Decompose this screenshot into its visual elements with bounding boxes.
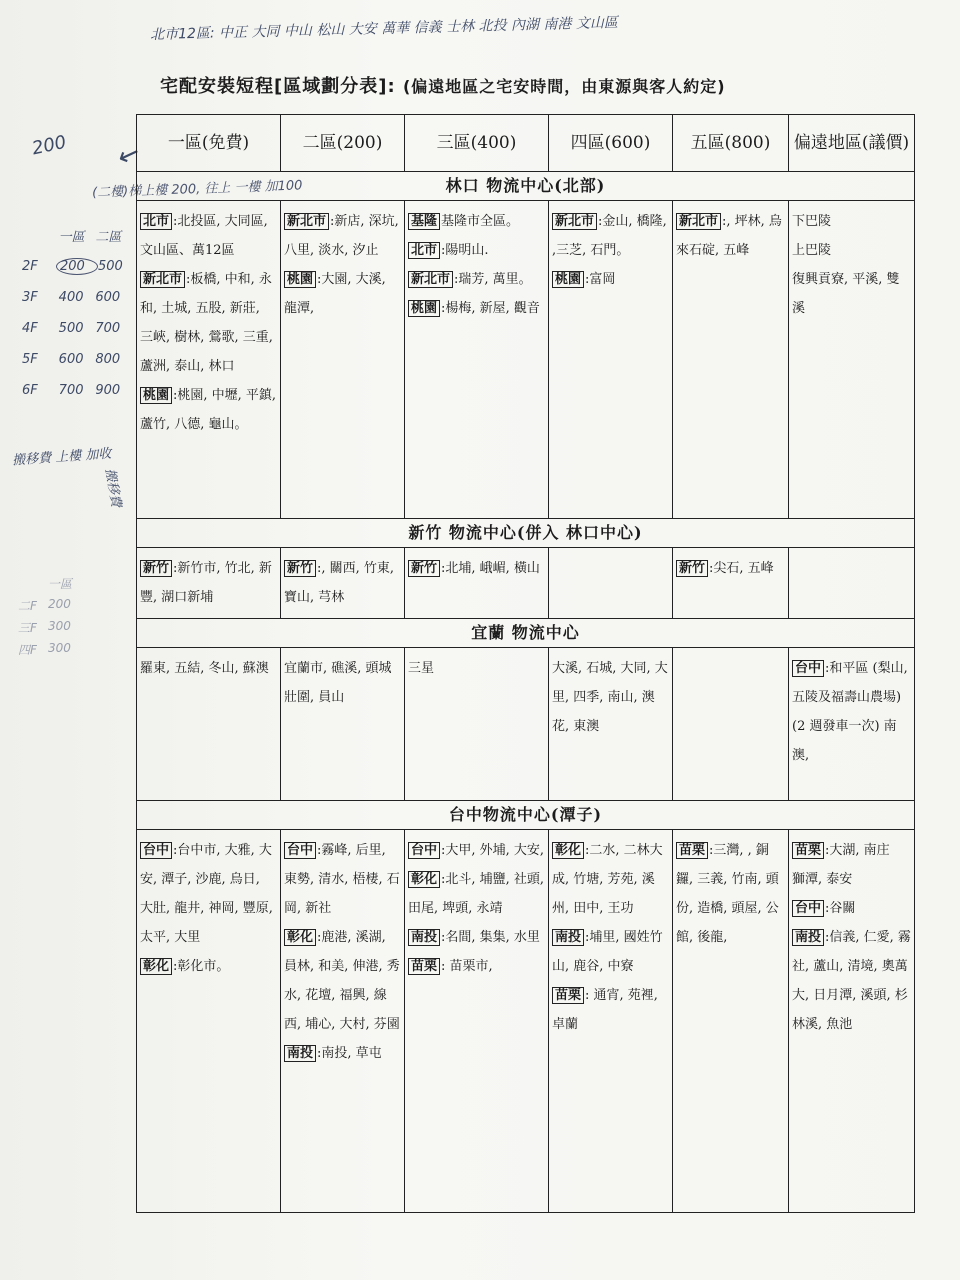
zone-header-remote: 偏遠地區(議價): [789, 115, 915, 172]
area-list: :桃園, 中壢, 平鎮, 蘆竹, 八德, 龜山。: [140, 388, 277, 432]
region-tag: 苗栗: [408, 958, 440, 975]
area-entry: [552, 265, 669, 294]
area-entry: [552, 207, 669, 265]
floor-price-row: [22, 251, 132, 282]
area-list: :新店, 深坑, 八里, 淡水, 汐止: [284, 214, 399, 258]
area-entry: [140, 952, 277, 981]
floor-price-cell: 一區: [58, 230, 85, 245]
area-entry: [408, 265, 545, 294]
area-list: : 通宵, 苑裡, 卓蘭: [552, 988, 658, 1032]
zone-row-yilan: [137, 648, 915, 801]
zone-cell: [549, 201, 673, 519]
area-entry: [140, 554, 277, 612]
area-entry: [552, 981, 669, 1039]
region-tag: 新北市: [676, 213, 721, 230]
area-list: :谷關: [825, 901, 856, 916]
region-tag: 彰化: [552, 842, 584, 859]
faded-row: [18, 619, 78, 641]
region-tag: 新北市: [140, 271, 185, 288]
region-tag: 北市: [140, 213, 172, 230]
area-entry: [284, 207, 401, 265]
logistics-center-title: 新竹 物流中心(併入 林口中心): [137, 519, 915, 548]
floor-price-row: [22, 313, 132, 344]
area-list: :陽明山.: [441, 243, 489, 258]
zone-header-4: 四區(600): [549, 115, 673, 172]
area-entry: [676, 554, 785, 583]
zone-header-5: 五區(800): [673, 115, 789, 172]
area-entry: [792, 265, 911, 323]
area-entry: [792, 923, 911, 1039]
logistics-center-row-hsinchu: [137, 519, 915, 548]
zone-cell: [405, 830, 549, 1213]
region-tag: 新北市: [408, 271, 453, 288]
zone-cell: [789, 830, 915, 1213]
faded-cell: 三F: [18, 621, 37, 635]
zone-row-hsinchu: [137, 548, 915, 619]
area-entry: [792, 236, 911, 265]
floor-price-row: [22, 282, 132, 313]
area-list: :南投, 草屯: [317, 1046, 382, 1061]
area-entry: [552, 923, 669, 981]
region-tag: 彰化: [284, 929, 316, 946]
area-list: :二水, 二林大成, 竹塘, 芳苑, 溪州, 田中, 王功: [552, 843, 663, 916]
region-tag: 基隆: [408, 213, 440, 230]
area-list: :鹿港, 溪湖, 員林, 和美, 伸港, 秀水, 花壇, 福興, 線西, 埔心, 大村, 芬園: [284, 930, 400, 1032]
area-list: :大甲, 外埔, 大安,: [441, 843, 545, 858]
faded-cell: [18, 575, 48, 597]
area-list: 下巴陵: [792, 214, 832, 229]
area-entry: [284, 554, 401, 612]
floor-price-cell: 700: [95, 321, 121, 336]
handwritten-faded-table: [18, 575, 78, 663]
area-entry: [284, 265, 401, 323]
area-list: 大溪, 石城, 大同, 大里, 四季, 南山, 澳花, 東澳: [552, 661, 668, 734]
area-list: 壯圍, 員山: [284, 690, 345, 705]
area-entry: [552, 654, 669, 741]
zone-cell: [137, 548, 281, 619]
zone-cell: [673, 548, 789, 619]
floor-price-cell: 500: [58, 321, 84, 336]
zone-header-3: 三區(400): [405, 115, 549, 172]
floor-price-cell: 500: [98, 259, 123, 274]
area-list: 復興貢寮, 平溪, 雙溪: [792, 272, 900, 316]
floor-price-cell: 700: [58, 383, 84, 398]
region-tag: 桃園: [140, 387, 172, 404]
floor-price-cell: 4F: [22, 321, 38, 336]
title-note: (偏遠地區之宅安時間，由東源與客人約定): [402, 77, 726, 96]
zone-header-row: [137, 115, 915, 172]
logistics-center-row-taichung: [137, 801, 915, 830]
zone-header-2: 二區(200): [281, 115, 405, 172]
zone-cell: [673, 648, 789, 801]
floor-price-cell: 2F: [22, 259, 38, 274]
zone-cell: [673, 830, 789, 1213]
area-entry: [408, 236, 545, 265]
area-list: :名間, 集集, 水里: [441, 930, 540, 945]
area-list: 三星: [408, 661, 435, 676]
area-entry: [284, 683, 401, 712]
area-list: :楊梅, 新屋, 觀音: [441, 301, 540, 316]
region-tag: 苗栗: [552, 987, 584, 1004]
handwritten-cost: 200: [30, 131, 69, 160]
region-tag: 桃園: [552, 271, 584, 288]
handwritten-floor-price-table: [22, 220, 132, 406]
floor-price-cell: 3F: [22, 290, 38, 305]
floor-price-cell: 800: [95, 352, 121, 367]
zone-cell: [137, 201, 281, 519]
floor-price-row: [22, 220, 132, 251]
zone-cell: [281, 201, 405, 519]
area-list: :, 關西, 竹東, 寶山, 芎林: [284, 561, 395, 605]
area-entry: [284, 836, 401, 923]
area-entry: [408, 294, 545, 323]
area-entry: [676, 207, 785, 265]
logistics-center-row-linkou: [137, 172, 915, 201]
area-entry: [552, 836, 669, 923]
faded-cell: 一區: [48, 577, 73, 591]
logistics-center-title: 宜蘭 物流中心: [137, 619, 915, 648]
floor-price-cell: 600: [58, 352, 84, 367]
region-tag: 苗栗: [792, 842, 824, 859]
region-tag: 台中: [408, 842, 440, 859]
area-entry: [792, 654, 911, 770]
area-list: 基隆市全區。: [441, 214, 520, 229]
area-list: :和平區 (梨山, 五陵及福壽山農場) (2 週發車一次) 南澳,: [792, 661, 908, 763]
area-list: :富岡: [585, 272, 616, 287]
area-list: :, 坪林, 烏來石碇, 五峰: [676, 214, 782, 258]
region-tag: 南投: [408, 929, 440, 946]
zone-row-taichung: [137, 830, 915, 1213]
floor-price-cell: 900: [95, 383, 121, 398]
area-entry: [792, 894, 911, 923]
area-entry: [284, 1039, 401, 1068]
logistics-center-row-yilan: [137, 619, 915, 648]
area-list: :大園, 大溪, 龍潭,: [284, 272, 386, 316]
area-list: :彰化市。: [173, 959, 230, 974]
area-entry: [792, 865, 911, 894]
document-title: [160, 72, 726, 98]
faded-row: [18, 597, 78, 619]
region-tag: 新北市: [552, 213, 597, 230]
zone-cell: [549, 648, 673, 801]
zone-cell: [137, 830, 281, 1213]
region-tag: 新竹: [676, 560, 708, 577]
zone-cell: [549, 548, 673, 619]
faded-cell: 300: [48, 641, 71, 655]
handwritten-moving-note: 搬移費 上樓 加收: [11, 446, 112, 469]
logistics-center-title: 林口 物流中心(北部): [137, 172, 915, 201]
floor-price-cell: 二區: [95, 230, 122, 245]
area-entry: [284, 654, 401, 683]
zone-cell: [281, 648, 405, 801]
area-list: :北投區, 大同區, 文山區、萬12區: [140, 214, 268, 258]
area-list: :北埔, 峨嵋, 橫山: [441, 561, 540, 576]
area-list: :瑞芳, 萬里。: [454, 272, 532, 287]
region-tag: 台中: [284, 842, 316, 859]
area-entry: [140, 207, 277, 265]
region-tag: 桃園: [284, 271, 316, 288]
zone-cell: [789, 648, 915, 801]
region-tag: 新竹: [140, 560, 172, 577]
area-entry: [140, 381, 277, 439]
floor-price-row: [22, 344, 132, 375]
faded-cell: 四F: [18, 643, 37, 657]
region-tag: 南投: [284, 1045, 316, 1062]
zone-table: [136, 114, 915, 1213]
logistics-center-title: 台中物流中心(潭子): [137, 801, 915, 830]
zone-cell: [405, 548, 549, 619]
region-tag: 台中: [140, 842, 172, 859]
area-list: :三灣, , 銅鑼, 三義, 竹南, 頭份, 造橋, 頭屋, 公館, 後龍,: [676, 843, 779, 945]
floor-price-row: [22, 375, 132, 406]
area-list: 上巴陵: [792, 243, 832, 258]
zone-header-1: 一區(免費): [137, 115, 281, 172]
handwritten-moving-note-2: 搬移費: [101, 467, 124, 509]
area-entry: [408, 554, 545, 583]
area-list: 宜蘭市, 礁溪, 頭城: [284, 661, 392, 676]
area-entry: [140, 265, 277, 381]
region-tag: 台中: [792, 900, 824, 917]
area-list: :板橋, 中和, 永和, 土城, 五股, 新莊, 三峽, 樹林, 鶯歌, 三重, 蘆洲, 泰山, 林口: [140, 272, 273, 374]
area-entry: [408, 836, 545, 865]
faded-cell: 200: [48, 597, 71, 611]
zone-cell: [137, 648, 281, 801]
area-list: :新竹市, 竹北, 新豐, 湖口新埔: [140, 561, 272, 605]
zone-cell: [789, 548, 915, 619]
area-list: :金山, 橋隆, ,三芝, 石門。: [552, 214, 667, 258]
area-list: :尖石, 五峰: [709, 561, 774, 576]
area-list: : 苗栗市,: [441, 959, 493, 974]
area-entry: [792, 207, 911, 236]
zone-cell: [673, 201, 789, 519]
region-tag: 彰化: [140, 958, 172, 975]
region-tag: 南投: [792, 929, 824, 946]
area-list: 羅東, 五結, 冬山, 蘇澳: [140, 661, 269, 676]
zone-row-linkou: [137, 201, 915, 519]
zone-cell: [281, 830, 405, 1213]
faded-cell: 300: [48, 619, 71, 633]
faded-cell: 二F: [18, 599, 37, 613]
area-entry: [140, 654, 277, 683]
zone-cell: [405, 201, 549, 519]
area-entry: [676, 836, 785, 952]
floor-price-cell: 400: [58, 290, 84, 305]
zone-cell: [281, 548, 405, 619]
floor-price-cell: 6F: [22, 383, 38, 398]
area-list: 獅潭, 泰安: [792, 872, 853, 887]
region-tag: 南投: [552, 929, 584, 946]
floor-price-cell: 5F: [22, 352, 38, 367]
zone-cell: [405, 648, 549, 801]
handwritten-district-note: 北市12區: 中正 大同 中山 松山 大安 萬華 信義 士林 北投 內湖 南港 文山區: [149, 14, 619, 44]
handwritten-arrow-icon: ↙: [113, 137, 145, 173]
region-tag: 台中: [792, 660, 824, 677]
handwritten-floor-note: (二樓)梯上樓 200, 往上 一樓 加100: [91, 178, 303, 201]
area-entry: [140, 836, 277, 952]
region-tag: 彰化: [408, 871, 440, 888]
faded-row: [18, 575, 78, 597]
zone-cell: [549, 830, 673, 1213]
area-entry: [408, 207, 545, 236]
faded-row: [18, 641, 78, 663]
area-list: :信義, 仁愛, 霧社, 蘆山, 清境, 奧萬大, 日月潭, 溪頭, 杉林溪, 魚池: [792, 930, 911, 1032]
area-list: :台中市, 大雅, 大安, 潭子, 沙鹿, 烏日, 大肚, 龍井, 神岡, 豐原, 太平, 大里: [140, 843, 273, 945]
area-entry: [408, 952, 545, 981]
region-tag: 北市: [408, 242, 440, 259]
area-entry: [284, 923, 401, 1039]
floor-price-cell: 600: [95, 290, 121, 305]
area-list: :北斗, 埔鹽, 社頭, 田尾, 埤頭, 永靖: [408, 872, 545, 916]
region-tag: 新竹: [408, 560, 440, 577]
region-tag: 新竹: [284, 560, 316, 577]
area-entry: [408, 865, 545, 923]
area-entry: [792, 836, 911, 865]
region-tag: 新北市: [284, 213, 329, 230]
floor-price-cell: 200: [56, 258, 98, 275]
area-list: :埔里, 國姓竹山, 鹿谷, 中寮: [552, 930, 663, 974]
area-list: :霧峰, 后里, 東勢, 清水, 梧棲, 石岡, 新社: [284, 843, 400, 916]
region-tag: 苗栗: [676, 842, 708, 859]
area-entry: [408, 923, 545, 952]
title-main: 宅配安裝短程[區域劃分表]:: [160, 76, 396, 97]
area-entry: [408, 654, 545, 683]
area-list: :大湖, 南庄: [825, 843, 890, 858]
zone-cell: [789, 201, 915, 519]
region-tag: 桃園: [408, 300, 440, 317]
